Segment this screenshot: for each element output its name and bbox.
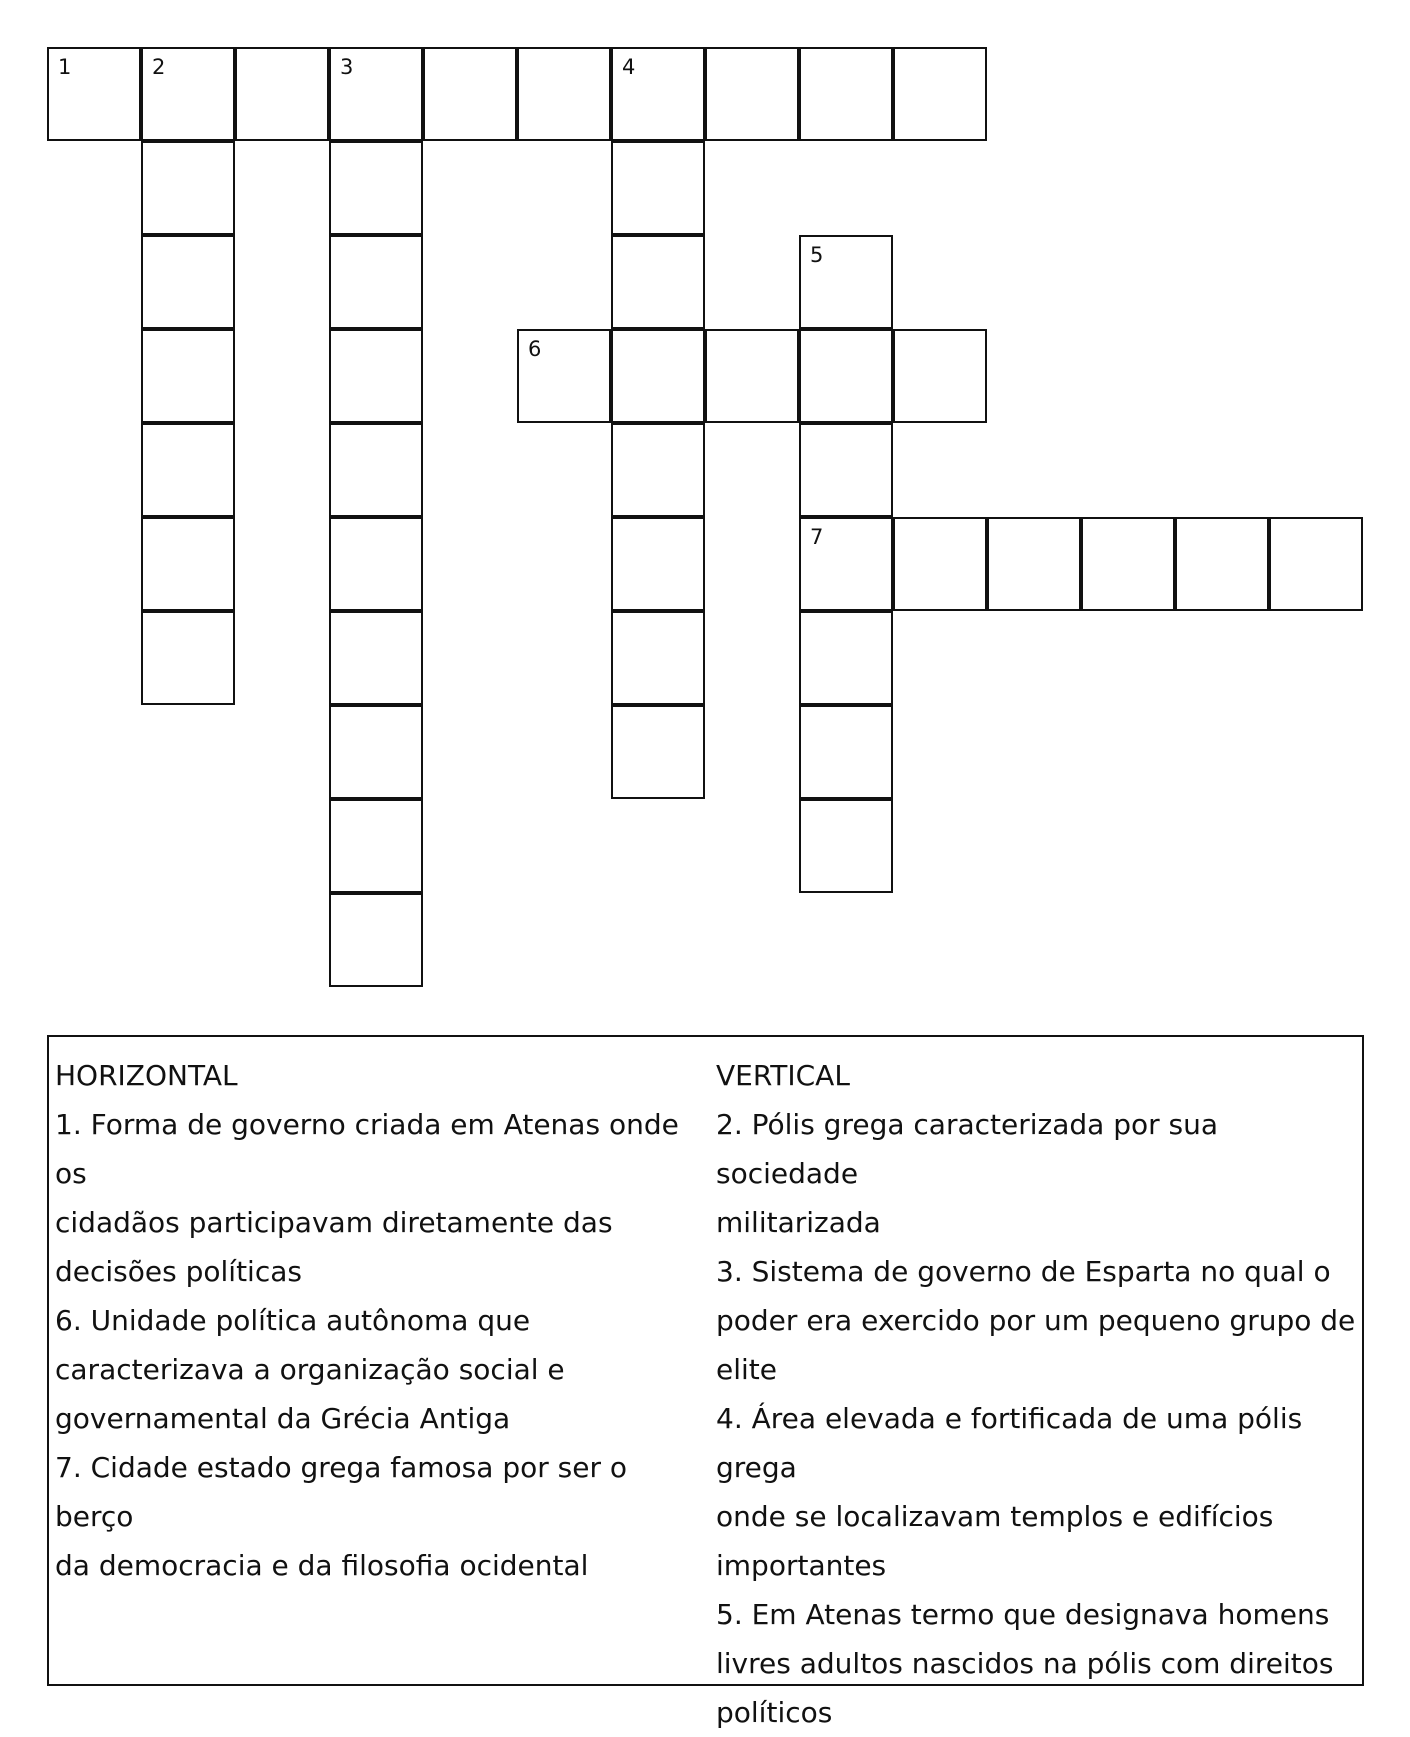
clue-line: 7. Cidade estado grega famosa por ser o berço bbox=[55, 1451, 628, 1533]
clue-line: 2. Pólis grega caracterizada por sua sociedade bbox=[716, 1108, 1219, 1190]
horizontal-heading: HORIZONTAL bbox=[55, 1059, 238, 1092]
crossword-cell[interactable] bbox=[611, 235, 705, 329]
clue-number: 1 bbox=[58, 55, 72, 79]
clue-number: 2 bbox=[152, 55, 166, 79]
crossword-cell[interactable] bbox=[1081, 517, 1175, 611]
clue-line: decisões políticas bbox=[55, 1255, 302, 1288]
crossword-cell[interactable] bbox=[329, 47, 423, 141]
crossword-cell[interactable] bbox=[1269, 517, 1363, 611]
crossword-cell[interactable] bbox=[893, 329, 987, 423]
crossword-cell[interactable] bbox=[141, 235, 235, 329]
crossword-cell[interactable] bbox=[329, 611, 423, 705]
clue-line: 1. Forma de governo criada em Atenas onde os bbox=[55, 1108, 679, 1190]
clue-line: 3. Sistema de governo de Esparta no qual o bbox=[716, 1255, 1331, 1288]
crossword-cell[interactable] bbox=[329, 329, 423, 423]
crossword-cell[interactable] bbox=[611, 705, 705, 799]
crossword-cell[interactable] bbox=[611, 329, 705, 423]
crossword-cell[interactable] bbox=[799, 235, 893, 329]
crossword-cell[interactable] bbox=[47, 47, 141, 141]
clue-line: elite bbox=[716, 1353, 777, 1386]
crossword-cell[interactable] bbox=[799, 705, 893, 799]
crossword-cell[interactable] bbox=[329, 235, 423, 329]
crossword-cell[interactable] bbox=[141, 329, 235, 423]
crossword-cell[interactable] bbox=[611, 141, 705, 235]
crossword-cell[interactable] bbox=[329, 893, 423, 987]
clue-line: caracterizava a organização social e bbox=[55, 1353, 565, 1386]
crossword-cell[interactable] bbox=[517, 329, 611, 423]
vertical-clues bbox=[716, 1051, 1361, 1737]
clues-box bbox=[47, 1035, 1364, 1729]
clue-number: 3 bbox=[340, 55, 354, 79]
clue-number: 5 bbox=[810, 243, 824, 267]
crossword-cell[interactable] bbox=[705, 47, 799, 141]
clue-line: da democracia e da filosofia ocidental bbox=[55, 1549, 589, 1582]
crossword-cell[interactable] bbox=[799, 799, 893, 893]
clue-line: importantes bbox=[716, 1549, 887, 1582]
crossword-cell[interactable] bbox=[893, 517, 987, 611]
crossword-cell[interactable] bbox=[235, 47, 329, 141]
crossword-cell[interactable] bbox=[799, 47, 893, 141]
crossword-cell[interactable] bbox=[329, 517, 423, 611]
clue-line: políticos bbox=[716, 1696, 833, 1729]
clue-line: poder era exercido por um pequeno grupo de bbox=[716, 1304, 1356, 1337]
horizontal-clues bbox=[55, 1051, 695, 1590]
crossword-cell[interactable] bbox=[799, 423, 893, 517]
crossword-cell[interactable] bbox=[987, 517, 1081, 611]
crossword-cell[interactable] bbox=[799, 329, 893, 423]
crossword-cell[interactable] bbox=[1175, 517, 1269, 611]
crossword-cell[interactable] bbox=[329, 141, 423, 235]
clue-number: 4 bbox=[622, 55, 636, 79]
crossword-cell[interactable] bbox=[141, 611, 235, 705]
crossword-cell[interactable] bbox=[611, 423, 705, 517]
crossword-cell[interactable] bbox=[611, 47, 705, 141]
crossword-cell[interactable] bbox=[141, 47, 235, 141]
clue-line: cidadãos participavam diretamente das bbox=[55, 1206, 613, 1239]
crossword-cell[interactable] bbox=[141, 423, 235, 517]
crossword-cell[interactable] bbox=[329, 799, 423, 893]
clue-line: 5. Em Atenas termo que designava homens bbox=[716, 1598, 1330, 1631]
clue-line: governamental da Grécia Antiga bbox=[55, 1402, 511, 1435]
clue-number: 7 bbox=[810, 525, 824, 549]
clue-line: 6. Unidade política autônoma que bbox=[55, 1304, 531, 1337]
crossword-cell[interactable] bbox=[893, 47, 987, 141]
clue-number: 6 bbox=[528, 337, 542, 361]
crossword-cell[interactable] bbox=[423, 47, 517, 141]
crossword-cell[interactable] bbox=[799, 517, 893, 611]
crossword-cell[interactable] bbox=[329, 705, 423, 799]
crossword-cell[interactable] bbox=[517, 47, 611, 141]
crossword-cell[interactable] bbox=[611, 517, 705, 611]
crossword-cell[interactable] bbox=[141, 141, 235, 235]
crossword-cell[interactable] bbox=[611, 611, 705, 705]
crossword-cell[interactable] bbox=[799, 611, 893, 705]
clue-line: livres adultos nascidos na pólis com direitos bbox=[716, 1647, 1334, 1680]
clue-line: 4. Área elevada e fortificada de uma pólis grega bbox=[716, 1402, 1303, 1484]
clue-line: militarizada bbox=[716, 1206, 881, 1239]
clue-line: onde se localizavam templos e edifícios bbox=[716, 1500, 1274, 1533]
crossword-cell[interactable] bbox=[329, 423, 423, 517]
crossword-cell[interactable] bbox=[705, 329, 799, 423]
vertical-heading: VERTICAL bbox=[716, 1059, 850, 1092]
crossword-cell[interactable] bbox=[141, 517, 235, 611]
